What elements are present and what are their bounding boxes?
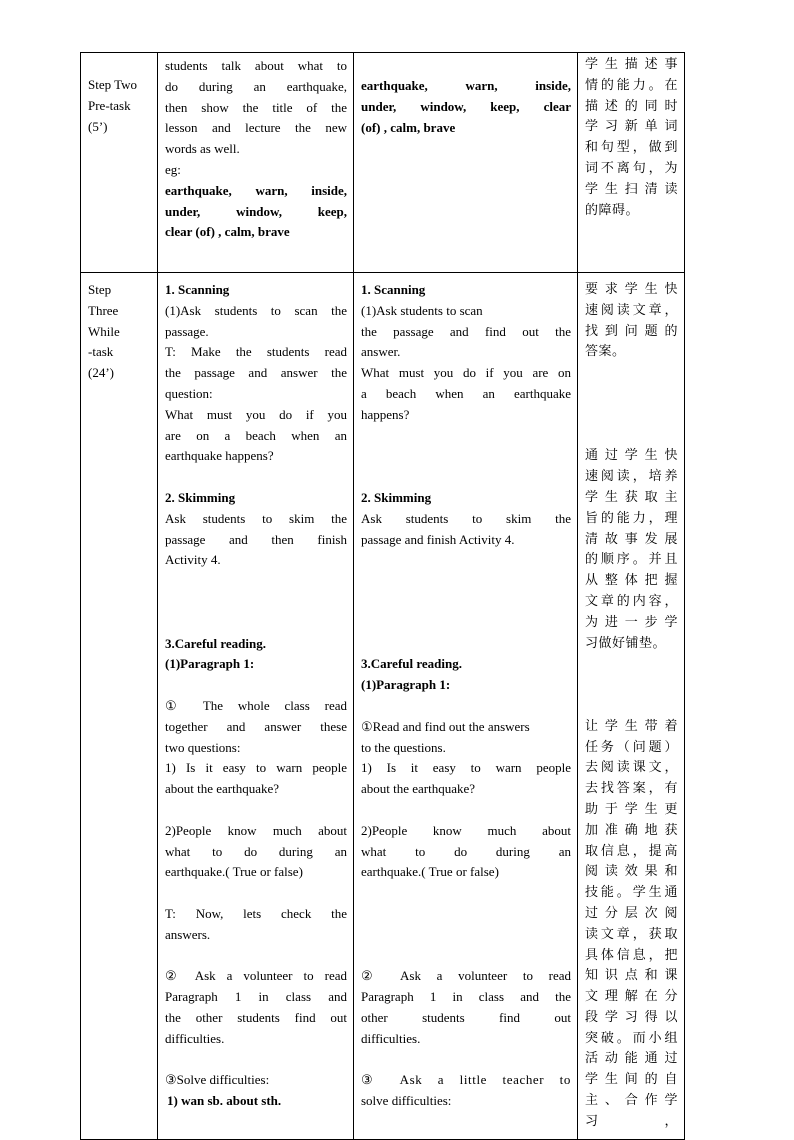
purpose-line: 技能。学生通: [585, 885, 678, 901]
text-line: ①Read and find out the answers: [361, 718, 530, 734]
purpose-line: 文章的内容，: [585, 593, 678, 609]
purpose-line: 让学生带着: [585, 718, 678, 734]
text-line: the passage and answer the: [165, 365, 347, 381]
vocab-line: (of) , calm, brave: [361, 119, 456, 135]
purpose-line: 为进一步学: [585, 614, 678, 630]
subsection-title: (1)Paragraph 1:: [361, 677, 451, 693]
teacher-activity-cell: [158, 273, 354, 1140]
purpose-cell: [578, 53, 685, 273]
text-line: What must you do if you: [165, 406, 347, 422]
section-title: 3.Careful reading.: [361, 656, 462, 672]
step-line: -task: [88, 344, 114, 360]
text-line: solve difficulties:: [361, 1093, 452, 1109]
vocab-line: earthquake, warn, inside,: [361, 78, 571, 93]
text-line: two questions:: [165, 739, 241, 755]
purpose-line: 学生描述事: [585, 57, 678, 72]
text-line: (1)Ask students to scan: [361, 302, 483, 318]
text-line: Activity 4.: [165, 552, 221, 568]
text-line: passage and then finish: [165, 531, 347, 547]
section-title: 2. Skimming: [165, 489, 236, 505]
text-line: answers.: [165, 926, 211, 942]
purpose-line: 学生扫清读: [585, 181, 678, 197]
purpose-line: 学习新单词: [585, 119, 678, 135]
purpose-line: 过分层次阅: [585, 905, 678, 921]
step-line: (24’): [88, 365, 114, 381]
text-line: difficulties.: [165, 1030, 225, 1046]
purpose-line: 习做好铺垫。: [585, 635, 667, 651]
text-line: together and answer these: [165, 718, 347, 734]
text-line: to the questions.: [361, 739, 446, 755]
text-line: Paragraph 1 in class and the: [361, 989, 571, 1005]
purpose-line: 清故事发展: [585, 531, 678, 547]
teacher-activity-cell: [158, 53, 354, 273]
text-line: ① The whole class read: [165, 697, 347, 713]
purpose-line: 去阅读课文，: [585, 760, 678, 776]
step-line: (5’): [88, 118, 108, 134]
purpose-line: 活动能通过: [585, 1051, 678, 1067]
text-line: words as well.: [165, 141, 240, 157]
vocab-line: earthquake, warn, inside,: [165, 182, 347, 198]
step-line: Step: [88, 282, 112, 297]
purpose-line: 速阅读，培养: [585, 469, 678, 485]
text-line: the passage and find out the: [361, 323, 571, 339]
section-title: 1. Scanning: [361, 282, 426, 297]
step-cell: [81, 53, 158, 273]
purpose-line: 答案。: [585, 344, 626, 360]
text-line: ③Solve difficulties:: [165, 1072, 270, 1088]
text-line: T: Make the students read: [165, 344, 347, 360]
text-line: other students find out: [361, 1009, 571, 1025]
purpose-line: 和句型，做到: [585, 140, 678, 156]
step-line: While: [88, 323, 120, 339]
purpose-line: 读文章，获取: [585, 926, 678, 942]
text-line: Ask students to skim the: [361, 510, 571, 526]
purpose-cell: [578, 273, 685, 1140]
text-line: 2)People know much about: [361, 822, 571, 838]
student-activity-cell: [354, 273, 578, 1140]
purpose-line: 通过学生快: [585, 448, 678, 464]
purpose-line: 取信息，提高: [585, 843, 678, 859]
purpose-line: 去找答案，有: [585, 781, 678, 797]
purpose-line: 的顺序。并且: [585, 552, 678, 568]
text-line: what to do during an: [361, 843, 571, 859]
purpose-line: 加准确地获: [585, 822, 678, 838]
text-line: T: Now, lets check the: [165, 905, 347, 921]
text-line: ② Ask a volunteer to read: [361, 968, 571, 984]
purpose-line: 旨的能力，理: [585, 510, 678, 526]
text-line: do during an earthquake,: [165, 78, 347, 94]
purpose-line: 要求学生快: [585, 282, 678, 297]
purpose-line: 从整体把握: [585, 573, 678, 589]
text-line: 1) wan sb. about sth.: [167, 1093, 282, 1109]
text-line: are on a beach when an: [165, 427, 347, 443]
vocab-line: under, window, keep,: [165, 203, 347, 219]
text-line: happens?: [361, 406, 410, 422]
purpose-line: 文理解在分: [585, 989, 678, 1005]
purpose-line: 阅读效果和: [585, 864, 678, 880]
text-line: earthquake.( True or false): [361, 864, 499, 880]
purpose-line: 助于学生更: [585, 801, 678, 817]
text-line: earthquake.( True or false): [165, 864, 303, 880]
text-line: Paragraph 1 in class and: [165, 989, 347, 1005]
purpose-line: 主、合作学习，: [585, 1093, 678, 1129]
text-line: a beach when an earthquake: [361, 385, 571, 401]
table-row: [81, 273, 685, 1140]
eg-label: eg:: [165, 161, 181, 177]
purpose-line: 描述的同时: [585, 98, 678, 114]
text-line: the other students find out: [165, 1009, 347, 1025]
purpose-line: 词不离句，为: [585, 160, 678, 176]
text-line: Ask students to skim the: [165, 510, 347, 526]
step-cell: [81, 273, 158, 1140]
text-line: lesson and lecture the new: [165, 120, 347, 136]
purpose-line: 的障碍。: [585, 202, 640, 218]
vocab-line: under, window, keep, clear: [361, 98, 571, 114]
text-line: ③ Ask a little teacher to: [361, 1072, 571, 1088]
text-line: about the earthquake?: [361, 781, 476, 797]
step-line: Step Two: [88, 77, 138, 92]
purpose-line: 情的能力。在: [585, 77, 678, 93]
table-row: [81, 53, 685, 273]
purpose-line: 任务（问题）: [585, 739, 678, 755]
step-line: Pre-task: [88, 97, 131, 113]
text-line: what to do during an: [165, 843, 347, 859]
text-line: difficulties.: [361, 1030, 421, 1046]
text-line: 1) Is it easy to warn people: [165, 760, 347, 776]
text-line: ② Ask a volunteer to read: [165, 968, 347, 984]
text-line: answer.: [361, 344, 401, 360]
subsection-title: (1)Paragraph 1:: [165, 656, 255, 672]
section-title: 2. Skimming: [361, 489, 432, 505]
purpose-line: 段学习得以: [585, 1009, 678, 1025]
section-title: 1. Scanning: [165, 282, 230, 297]
step-line: Three: [88, 302, 119, 318]
text-line: passage and finish Activity 4.: [361, 531, 515, 547]
lesson-plan-table: [80, 52, 685, 1140]
text-line: about the earthquake?: [165, 781, 280, 797]
text-line: 1) Is it easy to warn people: [361, 760, 571, 776]
text-line: 2)People know much about: [165, 822, 347, 838]
text-line: earthquake happens?: [165, 448, 274, 464]
text-line: What must you do if you are on: [361, 365, 571, 381]
purpose-line: 找到问题的: [585, 323, 678, 339]
student-activity-cell: [354, 53, 578, 273]
text-line: question:: [165, 385, 213, 401]
purpose-line: 突破。而小组: [585, 1030, 678, 1046]
text-line: passage.: [165, 323, 209, 339]
purpose-line: 具体信息，把: [585, 947, 678, 963]
vocab-line: clear (of) , calm, brave: [165, 224, 290, 240]
text-line: (1)Ask students to scan the: [165, 302, 347, 318]
purpose-line: 学生获取主: [585, 489, 678, 505]
purpose-line: 学生间的自: [585, 1072, 678, 1088]
purpose-line: 速阅读文章，: [585, 302, 678, 318]
text-line: students talk about what to: [165, 58, 347, 73]
purpose-line: 知识点和课: [585, 968, 678, 984]
section-title: 3.Careful reading.: [165, 635, 266, 651]
text-line: then show the title of the: [165, 99, 347, 115]
